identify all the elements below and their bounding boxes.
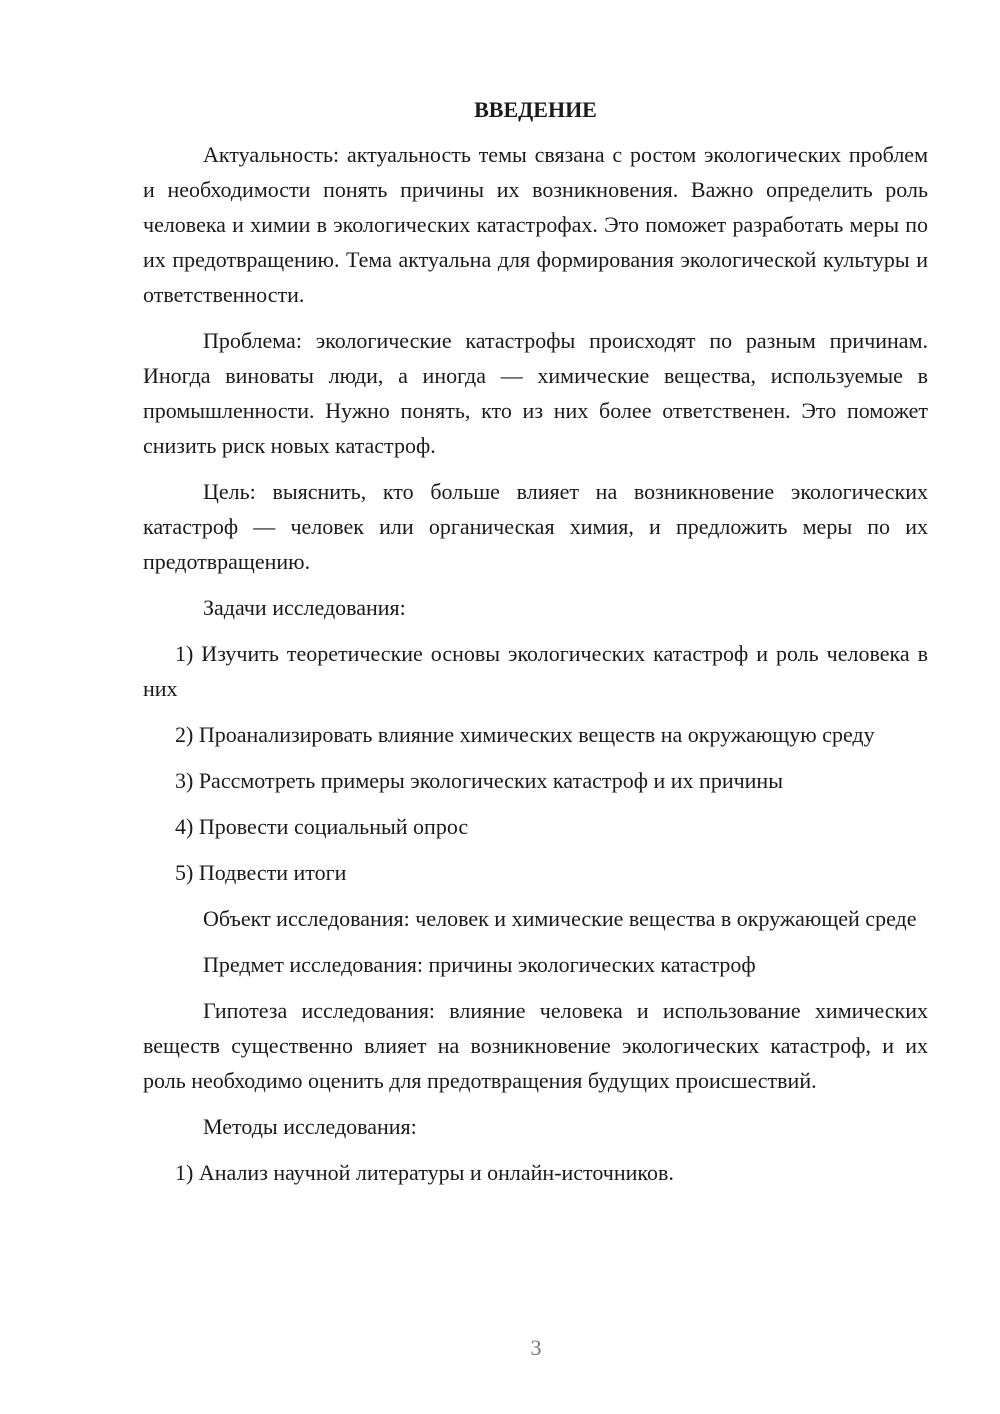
problem-paragraph: Проблема: экологические катастрофы происходят по разным причинам. Иногда виноваты люди, а иногда — химические вещества, используемые в промышленности. Нужно понять, кто из них более ответственен. Это поможет снизить риск новых катастроф. [143, 328, 928, 458]
page-number: 3 [530, 1335, 542, 1360]
task-item-3: 3) Рассмотреть примеры экологических катастроф и их причины [175, 768, 783, 793]
hypothesis-paragraph: Гипотеза исследования: влияние человека и использование химических веществ существенно влияет на возникновение экологических катастроф, и их роль необходимо оценить для предотвращения будущих происшествий. [143, 998, 928, 1093]
task-item-2: 2) Проанализировать влияние химических веществ на окружающую среду [175, 722, 875, 747]
document-page [143, 92, 928, 1201]
task-item-5: 5) Подвести итоги [175, 860, 347, 885]
task-item-4: 4) Провести социальный опрос [175, 814, 469, 839]
method-item-1: 1) Анализ научной литературы и онлайн-источников. [175, 1160, 674, 1185]
tasks-heading: Задачи исследования: [203, 595, 406, 620]
task-item-1: 1) Изучить теоретические основы экологических катастроф и роль человека в них [143, 641, 928, 701]
relevance-paragraph: Актуальность: актуальность темы связана с ростом экологических проблем и необходимости понять причины их возникновения. Важно определить роль человека и химии в экологических катастрофах. Это поможет разработать меры по их предотвращению. Тема актуальна для формирования экологической культуры и ответственности. [143, 142, 928, 307]
goal-paragraph: Цель: выяснить, кто больше влияет на возникновение экологических катастроф — человек или органическая химия, и предложить меры по их предотвращению. [143, 479, 928, 574]
subject-paragraph: Предмет исследования: причины экологических катастроф [203, 952, 756, 977]
section-title: ВВЕДЕНИЕ [474, 97, 597, 122]
object-paragraph: Объект исследования: человек и химические вещества в окружающей среде [203, 906, 917, 931]
methods-heading: Методы исследования: [203, 1114, 417, 1139]
